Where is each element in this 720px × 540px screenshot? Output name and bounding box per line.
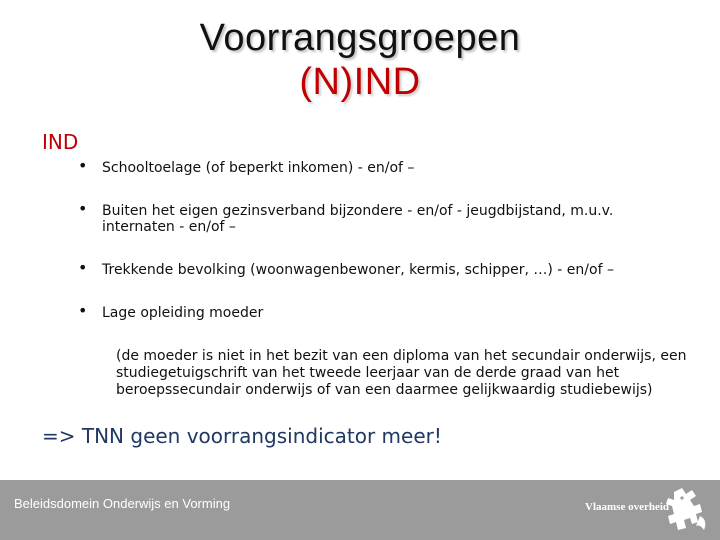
bullet-text: Lage opleiding moeder (102, 305, 264, 321)
bullet-dot: • (78, 301, 88, 320)
bullet-item (78, 301, 678, 321)
bullet-text: Trekkende bevolking (woonwagenbewoner, kermis, schipper, …) - en/of – (102, 262, 614, 278)
slide-title (0, 18, 720, 102)
bullet-item (78, 258, 678, 278)
bullet-item (78, 199, 678, 235)
bullet-dot: • (78, 258, 88, 277)
footer-brand: Vlaamse overheid (585, 501, 670, 513)
title-line-1: Voorrangsgroepen (199, 17, 521, 59)
footer-bar (0, 480, 720, 540)
bullet-dot: • (78, 156, 88, 175)
bullet-text: Buiten het eigen gezinsverband bijzondere - en/of - jeugdbijstand, m.u.v. internaten - en/of – (102, 203, 614, 235)
note-text: (de moeder is niet in het bezit van een diploma van het secundair onderwijs, een studiegetuigschrift van het tweede leerjaar van de derde graad van het beroepssecundair onderwijs of van een daarmee gelijkwaardig studiebewijs) (116, 348, 687, 398)
bullet-dot: • (78, 199, 88, 218)
footer-organization: Beleidsdomein Onderwijs en Vorming (14, 496, 231, 511)
section-label: IND (42, 130, 79, 154)
bullet-item (78, 156, 678, 176)
flemish-lion-icon (660, 484, 712, 536)
conclusion-text: => TNN geen voorrangsindicator meer! (42, 424, 442, 448)
title-line-2: (N)IND (299, 61, 421, 103)
bullet-text: Schooltoelage (of beperkt inkomen) - en/of – (102, 160, 415, 176)
